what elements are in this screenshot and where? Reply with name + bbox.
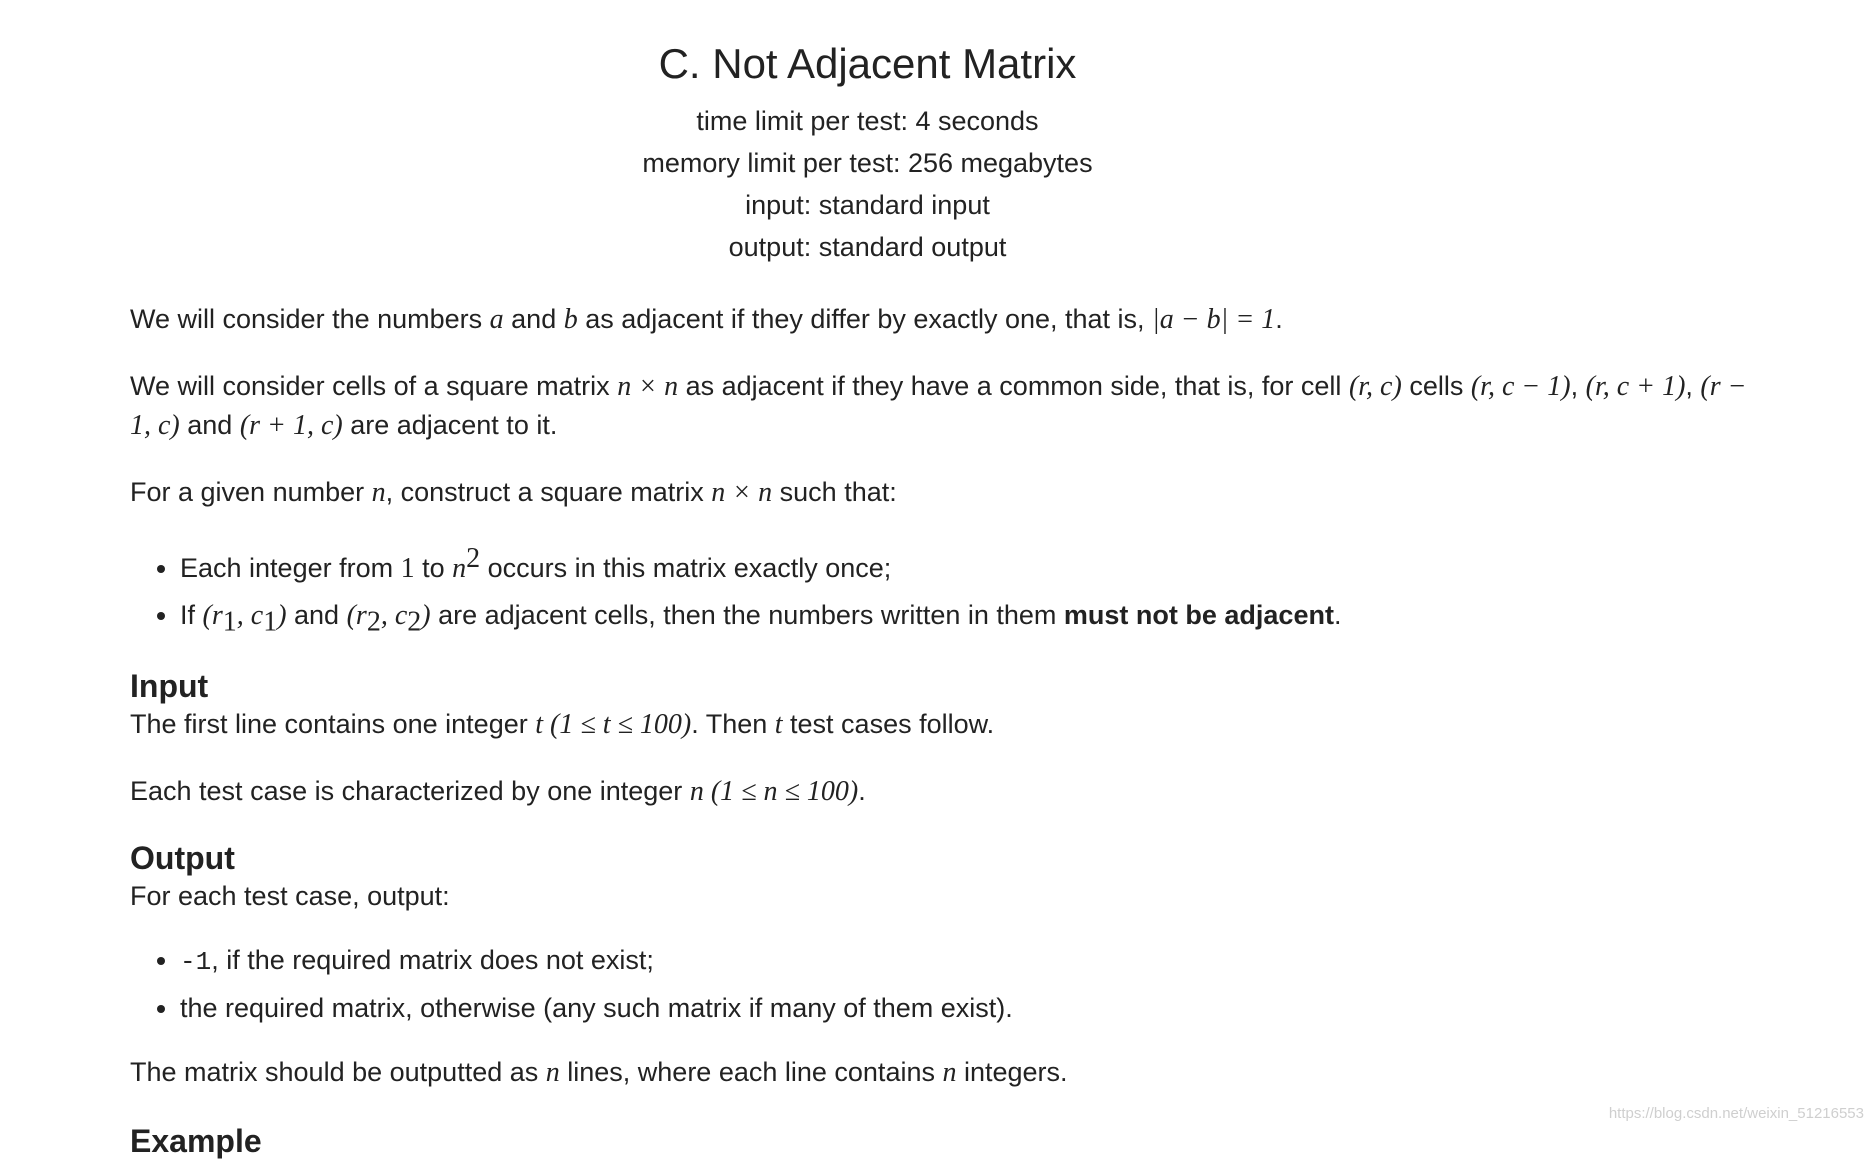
math-n: n [371, 477, 386, 508]
input-paragraph-2 [130, 772, 1770, 811]
text: Each integer from [180, 553, 401, 583]
math-nxn: n × n [711, 477, 773, 508]
math-a: a [489, 304, 504, 335]
statement-paragraph-1 [130, 300, 1770, 339]
math-t: t [535, 709, 544, 741]
input-heading: Input [130, 668, 209, 705]
math-n: n [942, 1057, 957, 1089]
memory-limit: memory limit per test: 256 megabytes [642, 148, 1093, 178]
text: . [1275, 304, 1283, 334]
text: If [180, 600, 203, 630]
text: occurs in this matrix exactly once; [480, 553, 892, 583]
constraints-list [130, 540, 1770, 641]
text: , construct a square matrix [385, 477, 712, 507]
math-paren: ) [277, 600, 287, 631]
output-list [130, 941, 1770, 1027]
text: , [1685, 371, 1701, 401]
output-spec: output: standard output [728, 232, 1007, 262]
math-t: t [774, 709, 783, 741]
math-nxn: n × n [617, 371, 679, 402]
text: to [414, 553, 453, 583]
math-range: (1 ≤ n ≤ 100) [703, 776, 859, 808]
math-cell-down: (r + 1, c) [239, 410, 343, 441]
list-item [180, 989, 1770, 1027]
input-spec: input: standard input [745, 190, 990, 220]
list-item [180, 941, 1770, 981]
math-cell-left: (r, c − 1) [1470, 371, 1571, 402]
bold-emphasis: must not be adjacent [1063, 600, 1334, 630]
math-subscript: 1 [263, 606, 278, 638]
problem-title: C. Not Adjacent Matrix [658, 40, 1077, 87]
list-item [180, 540, 1770, 588]
text: such that: [772, 477, 897, 507]
text: . Then [691, 709, 775, 740]
math-one: 1 [400, 553, 415, 584]
math-r: (r [346, 600, 367, 631]
text: We will consider cells of a square matrix [130, 371, 618, 401]
math-subscript: 2 [407, 606, 422, 638]
text: and [179, 410, 240, 440]
code-minus-one: -1 [180, 947, 212, 978]
watermark: https://blog.csdn.net/weixin_51216553 [1608, 1105, 1864, 1122]
math-range: (1 ≤ t ≤ 100) [543, 709, 692, 741]
problem-header [0, 36, 1735, 268]
text: . [1333, 600, 1342, 630]
problem-statement [130, 300, 1770, 1120]
time-limit: time limit per test: 4 seconds [696, 106, 1039, 136]
statement-paragraph-3 [130, 473, 1770, 512]
math-cell-right: (r, c + 1) [1585, 371, 1686, 402]
math-subscript: 1 [222, 606, 237, 638]
math-cell: (r, c) [1348, 371, 1402, 402]
math-c: , c [380, 600, 408, 631]
text: and [286, 600, 347, 630]
text: The first line contains one integer [130, 709, 536, 740]
text: are adjacent to it. [342, 410, 558, 440]
text: , if the required matrix does not exist; [211, 945, 654, 976]
text: the required matrix, otherwise (any such matrix if many of them exist). [180, 993, 1013, 1024]
example-heading: Example [130, 1123, 262, 1159]
text: as adjacent if they differ by exactly one, that is, [577, 304, 1153, 334]
math-n: n [689, 776, 704, 808]
math-subscript: 2 [366, 606, 381, 638]
text: . [858, 776, 866, 807]
text: The matrix should be outputted as [130, 1057, 546, 1088]
output-intro: For each test case, output: [130, 881, 450, 912]
text: lines, where each line contains [559, 1057, 943, 1088]
math-cell-up: (r − 1, c) [130, 371, 1747, 441]
text: We will consider the numbers [130, 304, 490, 334]
math-exponent: 2 [466, 543, 481, 574]
text: are adjacent cells, then the numbers written in them [430, 600, 1064, 630]
text: test cases follow. [782, 709, 995, 740]
math-c: , c [236, 600, 264, 631]
math-b: b [563, 304, 578, 335]
text: For a given number [130, 477, 372, 507]
input-paragraph-1 [130, 705, 1770, 744]
text: Each test case is characterized by one integer [130, 776, 690, 807]
list-item [180, 596, 1770, 641]
output-paragraph [130, 1053, 1770, 1092]
text: and [503, 304, 564, 334]
math-n: n [452, 553, 467, 584]
math-n: n [545, 1057, 560, 1089]
text: cells [1401, 371, 1471, 401]
math-paren: ) [421, 600, 431, 631]
statement-paragraph-2 [130, 367, 1770, 445]
text: as adjacent if they have a common side, that is, for cell [678, 371, 1349, 401]
text: , [1570, 371, 1586, 401]
math-formula: |a − b| = 1 [1152, 304, 1276, 335]
math-r: (r [202, 600, 223, 631]
output-heading: Output [130, 840, 235, 877]
text: integers. [956, 1057, 1068, 1088]
